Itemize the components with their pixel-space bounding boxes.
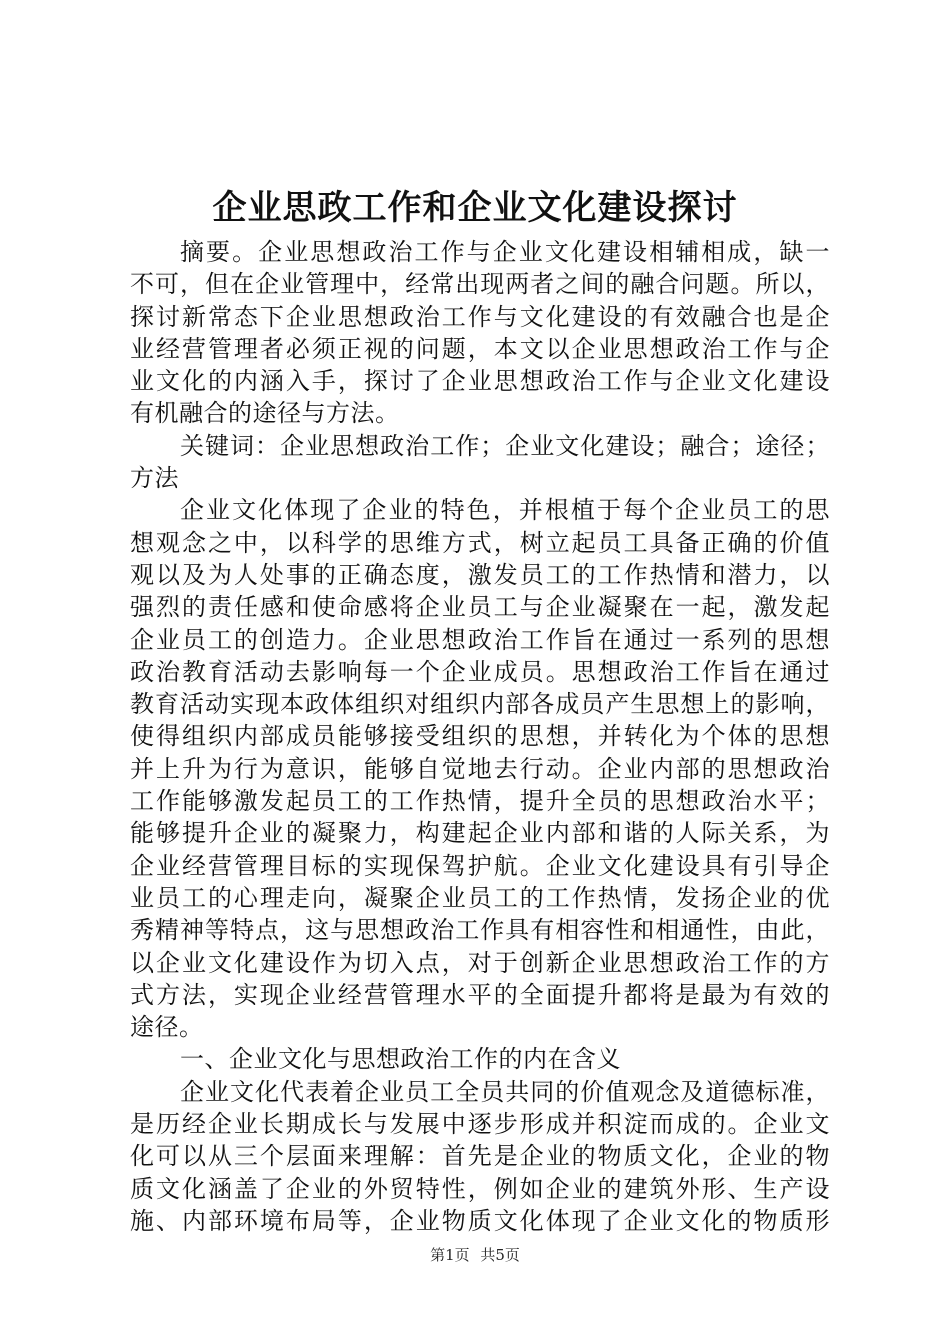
text-line: 式方法，实现企业经营管理水平的全面提升都将是最为有效的 bbox=[130, 980, 830, 1009]
document-body bbox=[130, 236, 830, 1237]
text-line: 能够提升企业的凝聚力，构建起企业内部和谐的人际关系，为 bbox=[130, 819, 830, 848]
text-line: 企业员工的创造力。企业思想政治工作旨在通过一系列的思想 bbox=[130, 625, 830, 654]
text-line: 探讨新常态下企业思想政治工作与文化建设的有效融合也是企 bbox=[130, 302, 830, 331]
text-line: 化可以从三个层面来理解：首先是企业的物质文化，企业的物 bbox=[130, 1142, 830, 1171]
text-line: 一、企业文化与思想政治工作的内在含义 bbox=[180, 1045, 621, 1074]
document-title: 企业思政工作和企业文化建设探讨 bbox=[212, 188, 738, 228]
text-line: 不可，但在企业管理中，经常出现两者之间的融合问题。所以， bbox=[130, 270, 830, 299]
text-line: 使得组织内部成员能够接受组织的思想，并转化为个体的思想 bbox=[130, 722, 830, 751]
text-line: 教育活动实现本政体组织对组织内部各成员产生思想上的影响， bbox=[130, 690, 830, 719]
text-line: 业文化的内涵入手，探讨了企业思想政治工作与企业文化建设 bbox=[130, 367, 830, 396]
text-line: 想观念之中，以科学的思维方式，树立起员工具备正确的价值 bbox=[130, 528, 830, 557]
text-line: 有机融合的途径与方法。 bbox=[130, 399, 400, 428]
text-line: 以企业文化建设作为切入点，对于创新企业思想政治工作的方 bbox=[130, 948, 830, 977]
total-pages-label: 共5页 bbox=[480, 1246, 520, 1264]
text-line: 企业文化体现了企业的特色，并根植于每个企业员工的思 bbox=[180, 496, 830, 525]
text-line: 途径。 bbox=[130, 1013, 204, 1042]
current-page-label: 第1页 bbox=[430, 1246, 470, 1264]
text-line: 业员工的心理走向，凝聚企业员工的工作热情，发扬企业的优 bbox=[130, 883, 830, 912]
text-line: 方法 bbox=[130, 464, 179, 493]
text-line: 企业文化代表着企业员工全员共同的价值观念及道德标准， bbox=[180, 1077, 830, 1106]
text-line: 政治教育活动去影响每一个企业成员。思想政治工作旨在通过 bbox=[130, 657, 830, 686]
text-line: 企业经营管理目标的实现保驾护航。企业文化建设具有引导企 bbox=[130, 851, 830, 880]
text-line: 工作能够激发起员工的工作热情，提升全员的思想政治水平； bbox=[130, 787, 830, 816]
text-line: 是历经企业长期成长与发展中逐步形成并积淀而成的。企业文 bbox=[130, 1110, 830, 1139]
text-line: 并上升为行为意识，能够自觉地去行动。企业内部的思想政治 bbox=[130, 754, 830, 783]
text-line: 强烈的责任感和使命感将企业员工与企业凝聚在一起，激发起 bbox=[130, 593, 830, 622]
text-line: 业经营管理者必须正视的问题，本文以企业思想政治工作与企 bbox=[130, 334, 830, 363]
text-line: 秀精神等特点，这与思想政治工作具有相容性和相通性，由此， bbox=[130, 916, 830, 945]
text-line: 质文化涵盖了企业的外贸特性，例如企业的建筑外形、生产设 bbox=[130, 1174, 830, 1203]
text-line: 观以及为人处事的正确态度，激发员工的工作热情和潜力，以 bbox=[130, 560, 830, 589]
text-line: 关键词：企业思想政治工作；企业文化建设；融合；途径； bbox=[180, 431, 830, 460]
text-line: 施、内部环境布局等，企业物质文化体现了企业文化的物质形 bbox=[130, 1206, 830, 1235]
page-footer bbox=[0, 1245, 950, 1265]
text-line: 摘要。企业思想政治工作与企业文化建设相辅相成，缺一 bbox=[180, 238, 830, 266]
